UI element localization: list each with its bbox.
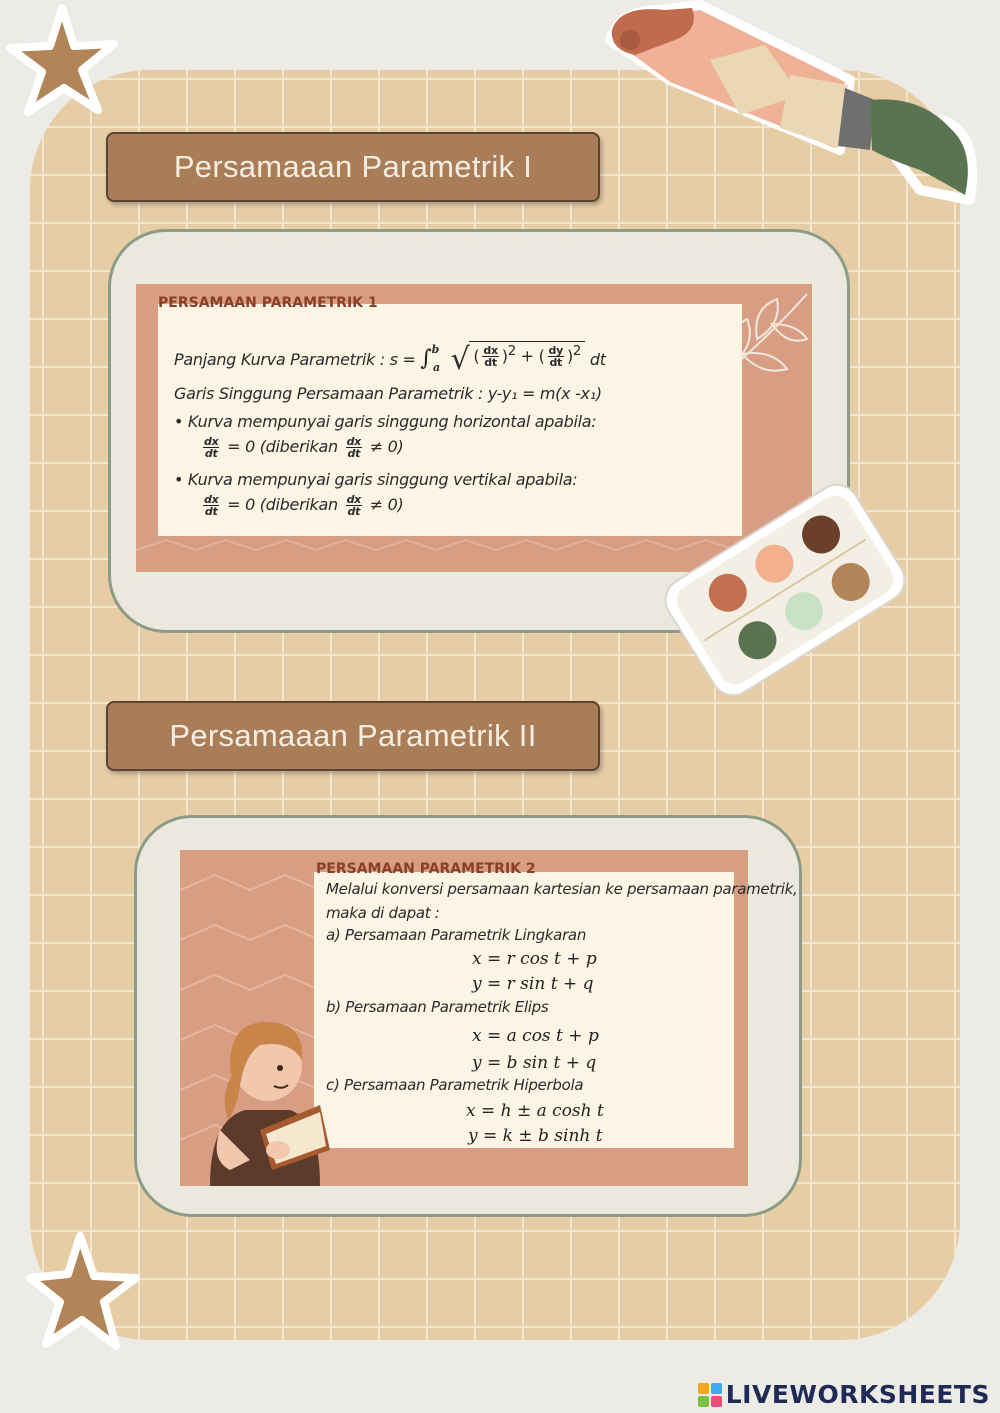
section-title-2: Persamaaan Parametrik II [106, 701, 600, 771]
cond1-text: = 0 (diberikan [227, 437, 338, 456]
section-title-1: Persamaaan Parametrik I [106, 132, 600, 202]
cond1-num2: dx [346, 435, 361, 448]
circle-eq-x: x = r cos t + p [472, 949, 597, 969]
horizontal-condition [200, 436, 404, 459]
cond1-den: dt [204, 447, 218, 460]
intro-line-2: maka di dapat : [326, 904, 440, 922]
paint-tube-icon [590, 0, 990, 220]
hyperbola-eq-y: y = k ± b sinh t [468, 1126, 603, 1146]
paint-palette-icon [655, 470, 915, 710]
cond1-num: dx [204, 435, 219, 448]
cond1-den2: dt [347, 447, 361, 460]
slide-1-heading: PERSAMAAN PARAMETRIK 1 [158, 295, 378, 311]
vertical-condition [200, 494, 404, 517]
integral-sign: ∫ [420, 346, 432, 371]
cond2-end: ≠ 0) [369, 495, 404, 514]
ellipse-label: b) Persamaan Parametrik Elips [326, 998, 549, 1016]
intro-line-1: Melalui konversi persamaan kartesian ke persamaan parametrik, [326, 880, 798, 898]
star-decoration-bottom [22, 1228, 152, 1358]
bullet-horizontal: • Kurva mempunyai garis singgung horizontal apabila: [174, 412, 597, 431]
cond2-den: dt [204, 505, 218, 518]
sqrt-symbol: √ [450, 342, 470, 377]
tangent-line-formula: Garis Singgung Persamaan Parametrik : y-y₁ = m(x -x₁) [174, 384, 602, 403]
cond2-num2: dx [346, 493, 361, 506]
arc-length-formula: Panjang Kurva Parametrik : s = ∫$^b_a$ √( $\frac{dx}{dt}$ )$^2$ + ( $\frac{dy}{dt}$ )$^2$ dt [174, 342, 606, 377]
girl-reading-illustration [190, 1010, 340, 1186]
arc-dy-den: dt [549, 356, 563, 369]
arc-dx-num: dx [483, 344, 498, 357]
cond2-den2: dt [347, 505, 361, 518]
liveworksheets-logo-icon [698, 1383, 722, 1407]
integral-upper: b [431, 343, 439, 356]
cond2-text: = 0 (diberikan [227, 495, 338, 514]
bullet-vertical: • Kurva mempunyai garis singgung vertikal apabila: [174, 470, 578, 489]
circle-eq-y: y = r sin t + q [472, 974, 594, 994]
star-decoration-top [0, 0, 130, 130]
arc-length-label: Panjang Kurva Parametrik : s = [174, 350, 416, 369]
circle-label: a) Persamaan Parametrik Lingkaran [326, 926, 587, 944]
integral-lower: a [432, 361, 440, 374]
slide-2-heading: PERSAMAAN PARAMETRIK 2 [316, 861, 536, 877]
hyperbola-eq-x: x = h ± a cosh t [466, 1101, 604, 1121]
footer-brand [698, 1380, 990, 1409]
brand-text: LIVEWORKSHEETS [725, 1380, 990, 1409]
cond2-num: dx [204, 493, 219, 506]
slide-2 [180, 850, 798, 1186]
ellipse-eq-x: x = a cos t + p [472, 1026, 599, 1046]
hyperbola-label: c) Persamaan Parametrik Hiperbola [326, 1076, 584, 1094]
cond1-end: ≠ 0) [369, 437, 404, 456]
ellipse-eq-y: y = b sin t + q [472, 1053, 597, 1073]
arc-dx-den: dt [484, 356, 497, 369]
arc-tail: dt [589, 350, 606, 369]
arc-dy-num: dy [548, 344, 563, 357]
